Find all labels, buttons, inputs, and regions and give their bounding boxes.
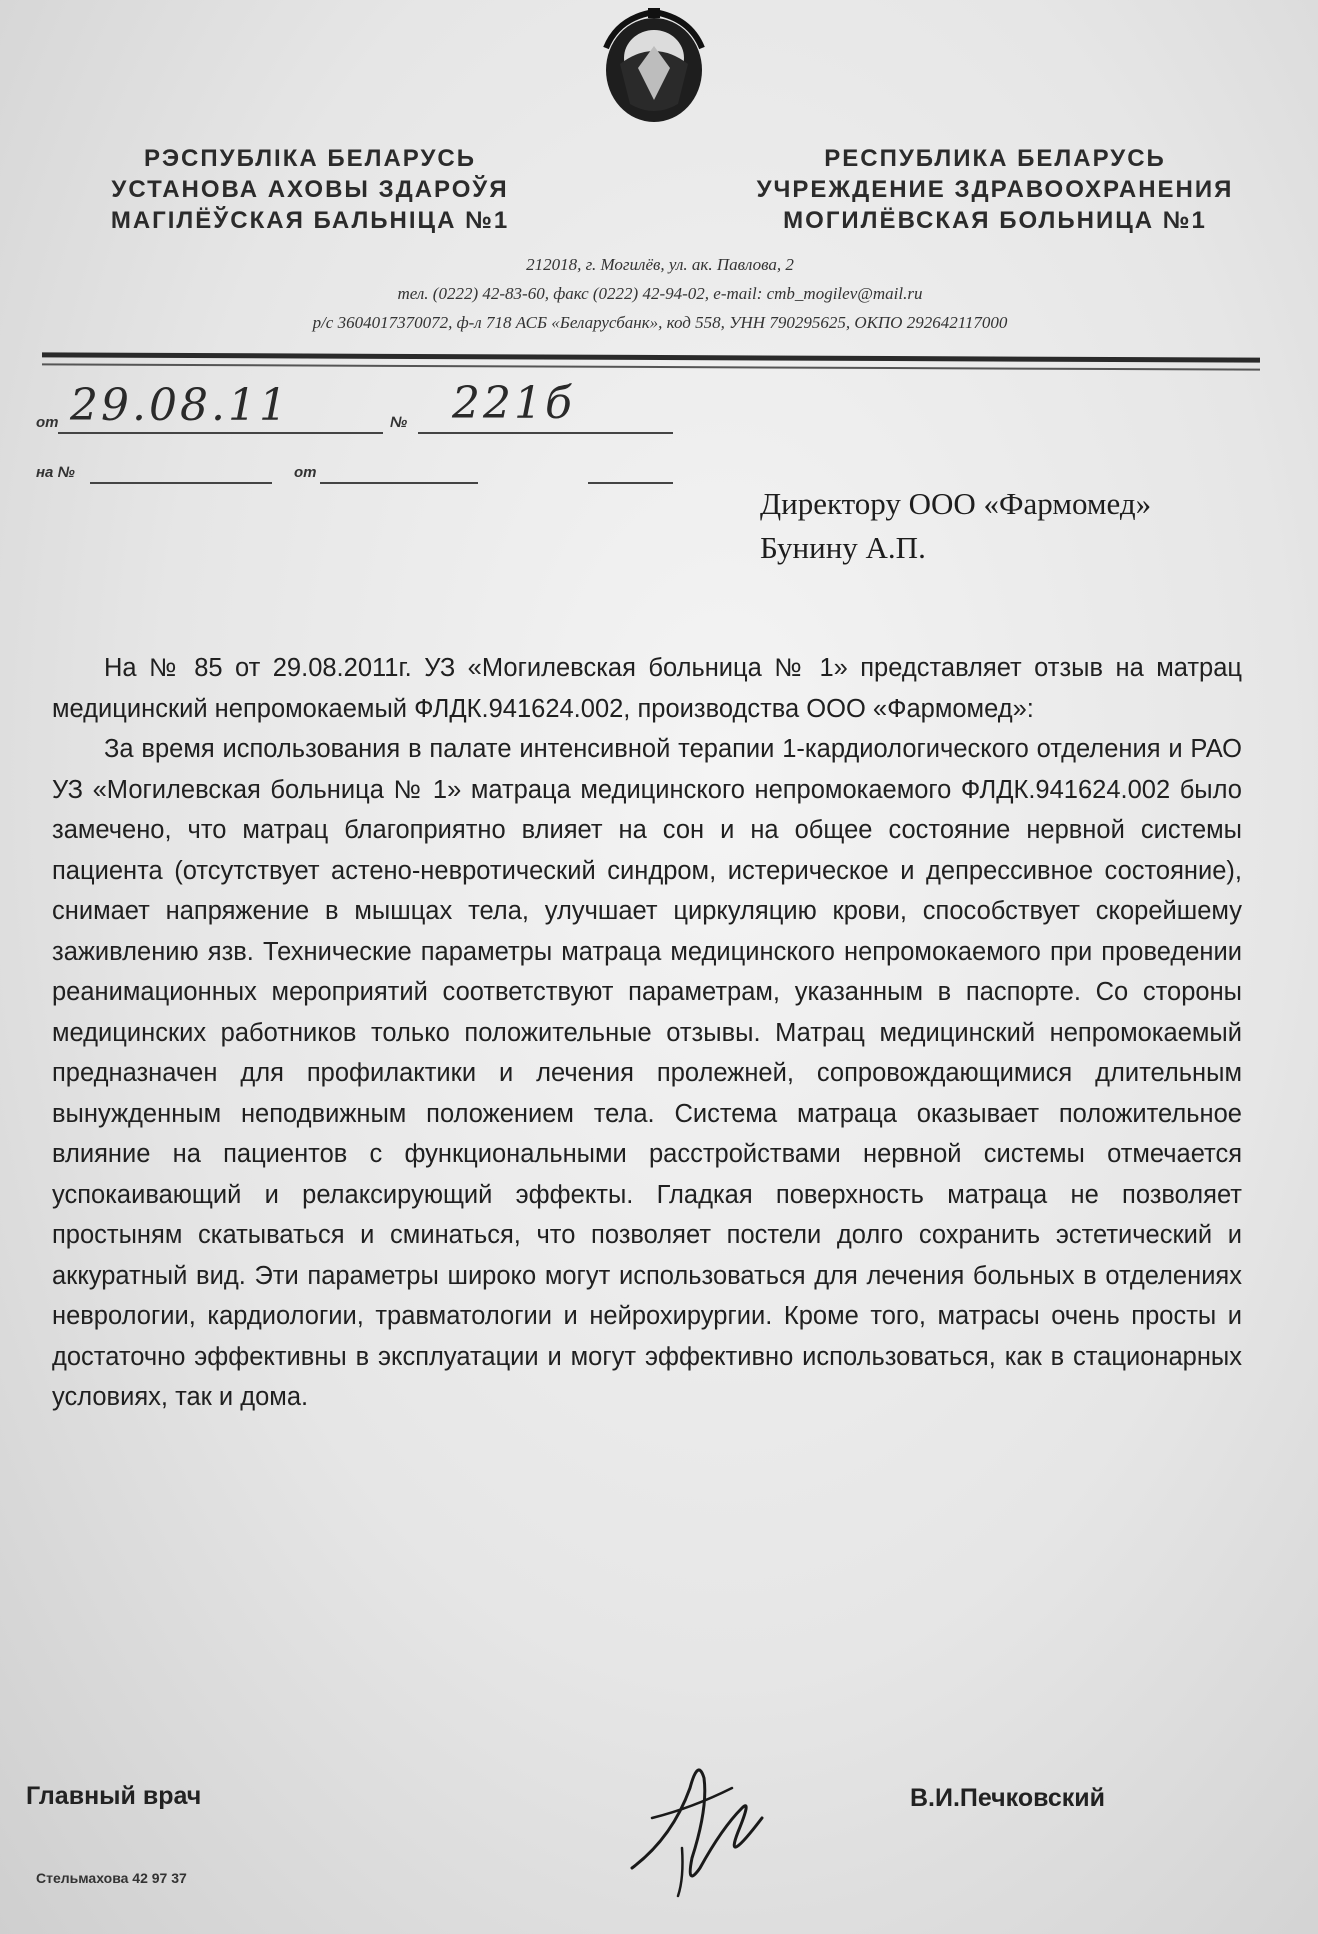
- body-paragraph-2: За время использования в палате интенсивной терапии 1-кардиологического отделения и РАО УЗ «Могилевская больница № 1» матраца медицинского непромокаемого ФЛДК.941624.002 было замечено, что матрац благоприятно влияет на сон и на общее состояние нервной системы пациента (отсутствует астено-невротический синдром, истерическое и депрессивное состояние), снимает напряжение в мышцах тела, улучшает циркуляцию крови, способствует скорейшему заживлению язв. Технические параметры матраца медицинского непромокаемого при проведении реанимационных мероприятий соответствуют параметрам, указанным в паспорте. Со стороны медицинских работников только положительные отзывы. Матрац медицинский непромокаемый предназначен для профилактики и лечения пролежней, сопровождающимися длительным вынужденным неподвижным положением тела. Система матраца оказывает положительное влияние на пациентов с функциональными расстройствами нервной системы отмечается успокаивающий и релаксирующий эффекты. Гладкая поверхность матраца не позволяет простыням скатываться и сминаться, что позволяет постели долго сохранить эстетический и аккуратный вид. Эти параметры широко могут использоваться для лечения больных в отделениях неврологии, кардиологии, травматологии и нейрохирургии. Кроме того, матрасы очень просты и достаточно эффективны в эксплуатации и могут эффективно использоваться, как в стационарных условиях, так и дома.: [52, 735, 1242, 1411]
- signatory-name: В.И.Печковский: [910, 1784, 1106, 1812]
- executor-note: Стельмахова 42 97 37: [36, 1870, 187, 1886]
- addressee-block: [760, 482, 1151, 570]
- header-left-line-3: МАГIЛЁЎСКАЯ БАЛЬНIЦА №1: [110, 207, 510, 234]
- header-divider-thick: [42, 352, 1260, 362]
- ref-date-underline: [320, 482, 478, 484]
- body-paragraph-1: На № 85 от 29.08.2011г. УЗ «Могилевская больница № 1» представляет отзыв на матрац медицинский непромокаемый ФЛДК.941624.002, производства ООО «Фармомед»:: [52, 654, 1242, 723]
- addressee-line-1: Директору ООО «Фармомед»: [760, 486, 1152, 521]
- addressee-line-2: Бунину А.П.: [760, 530, 926, 565]
- letter-body: [52, 648, 1242, 1418]
- header-belarusian: [50, 143, 570, 236]
- handwritten-signature-icon: [612, 1748, 782, 1898]
- header-left-line-2: УСТАНОВА АХОВЫ ЗДАРОЎЯ: [111, 176, 509, 203]
- header-right-line-1: РЕСПУБЛИКА БЕЛАРУСЬ: [824, 145, 1166, 172]
- header-right-line-3: МОГИЛЁВСКАЯ БОЛЬНИЦА №1: [783, 207, 1207, 234]
- handwritten-date: 29.08.11: [70, 380, 290, 431]
- phone-email-line: тел. (0222) 42-83-60, факс (0222) 42-94-02, e-mail: cmb_mogilev@mail.ru: [397, 284, 923, 303]
- bank-details-line: р/с 3604017370072, ф-л 718 АСБ «Беларусбанк», код 558, УНН 790295625, ОКПО 292642117000: [312, 313, 1008, 332]
- header-russian: [735, 143, 1255, 236]
- ref-extra-underline: [588, 482, 673, 484]
- header-right-line-2: УЧРЕЖДЕНИЕ ЗДРАВООХРАНЕНИЯ: [756, 176, 1234, 203]
- date-underline: [58, 432, 383, 434]
- ref-number-label: на №: [36, 464, 75, 481]
- header-left-line-1: РЭСПУБЛIКА БЕЛАРУСЬ: [143, 145, 477, 172]
- signatory-title: Главный врач: [26, 1782, 202, 1810]
- from-label: от: [36, 414, 59, 431]
- state-emblem-icon: [598, 8, 710, 128]
- ref-from-label: от: [294, 464, 317, 481]
- handwritten-number: 221б: [452, 378, 575, 429]
- number-underline: [418, 432, 673, 434]
- address-line: 212018, г. Могилёв, ул. ак. Павлова, 2: [526, 255, 794, 274]
- ref-number-underline: [90, 482, 272, 484]
- header-divider-thin: [42, 363, 1260, 370]
- number-label: №: [390, 414, 408, 431]
